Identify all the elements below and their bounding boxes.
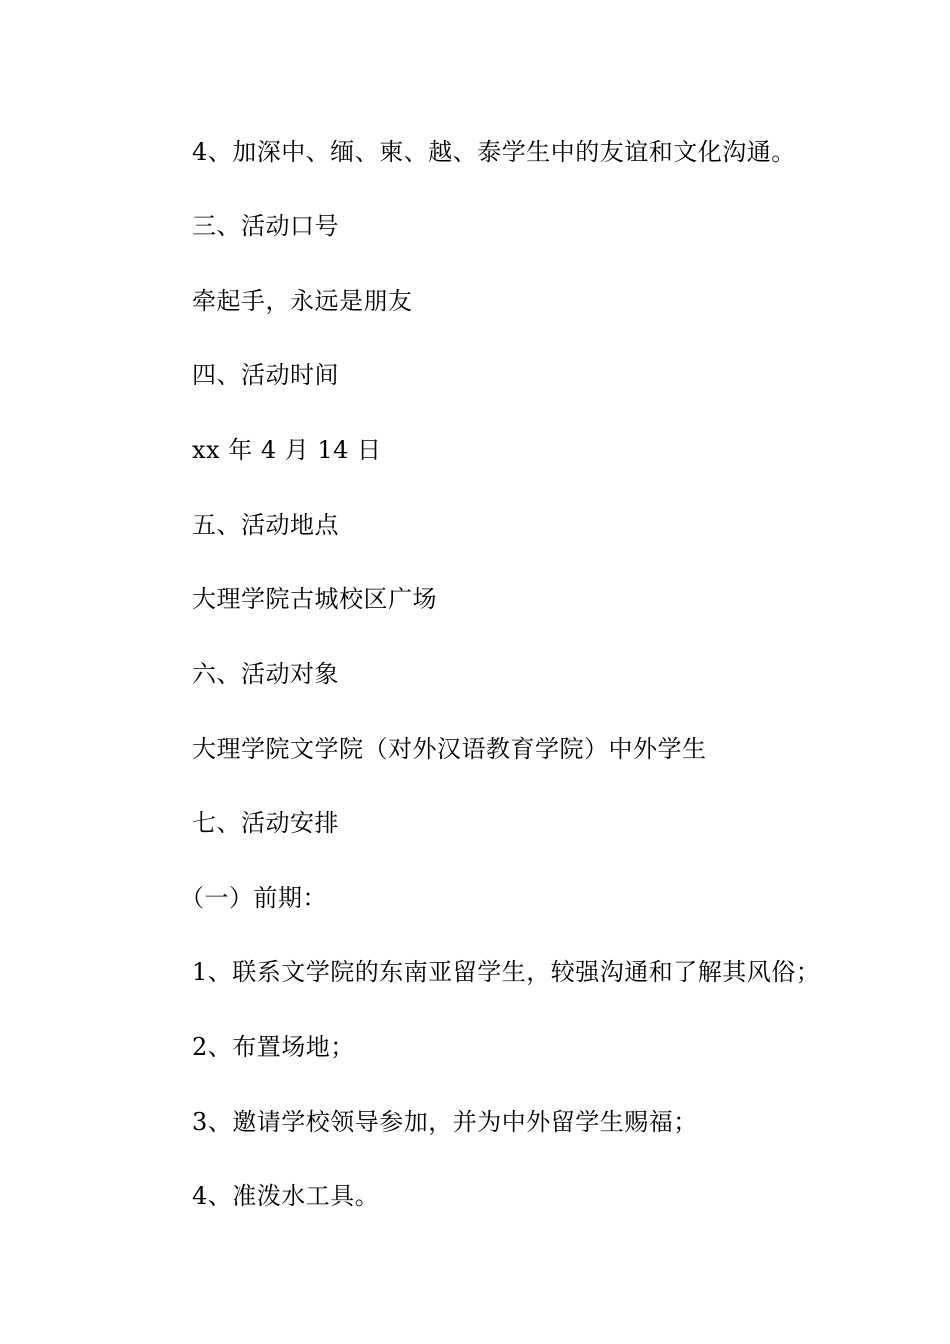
- heading-activity-time: 四、活动时间: [192, 361, 339, 389]
- subheading-preliminary: （一）前期：: [180, 884, 327, 912]
- list-item-2: 2、布置场地；: [192, 1033, 355, 1061]
- list-item-3: 3、邀请学校领导参加，并为中外留学生赐福；: [192, 1108, 698, 1136]
- heading-activity-audience: 六、活动对象: [192, 660, 339, 688]
- list-item-4: 4、准泼水工具。: [192, 1182, 380, 1210]
- paragraph-time: xx 年 4 月 14 日: [192, 436, 382, 464]
- heading-activity-arrangement: 七、活动安排: [192, 809, 339, 837]
- paragraph-audience: 大理学院文学院（对外汉语教育学院）中外学生: [192, 735, 707, 763]
- paragraph-location: 大理学院古城校区广场: [192, 585, 437, 613]
- paragraph-slogan: 牵起手，永远是朋友: [192, 287, 413, 315]
- paragraph-goal-4: 4、加深中、缅、柬、越、泰学生中的友谊和文化沟通。: [192, 138, 796, 166]
- heading-activity-slogan: 三、活动口号: [192, 212, 339, 240]
- list-item-1: 1、联系文学院的东南亚留学生，较强沟通和了解其风俗；: [192, 958, 821, 986]
- heading-activity-location: 五、活动地点: [192, 511, 339, 539]
